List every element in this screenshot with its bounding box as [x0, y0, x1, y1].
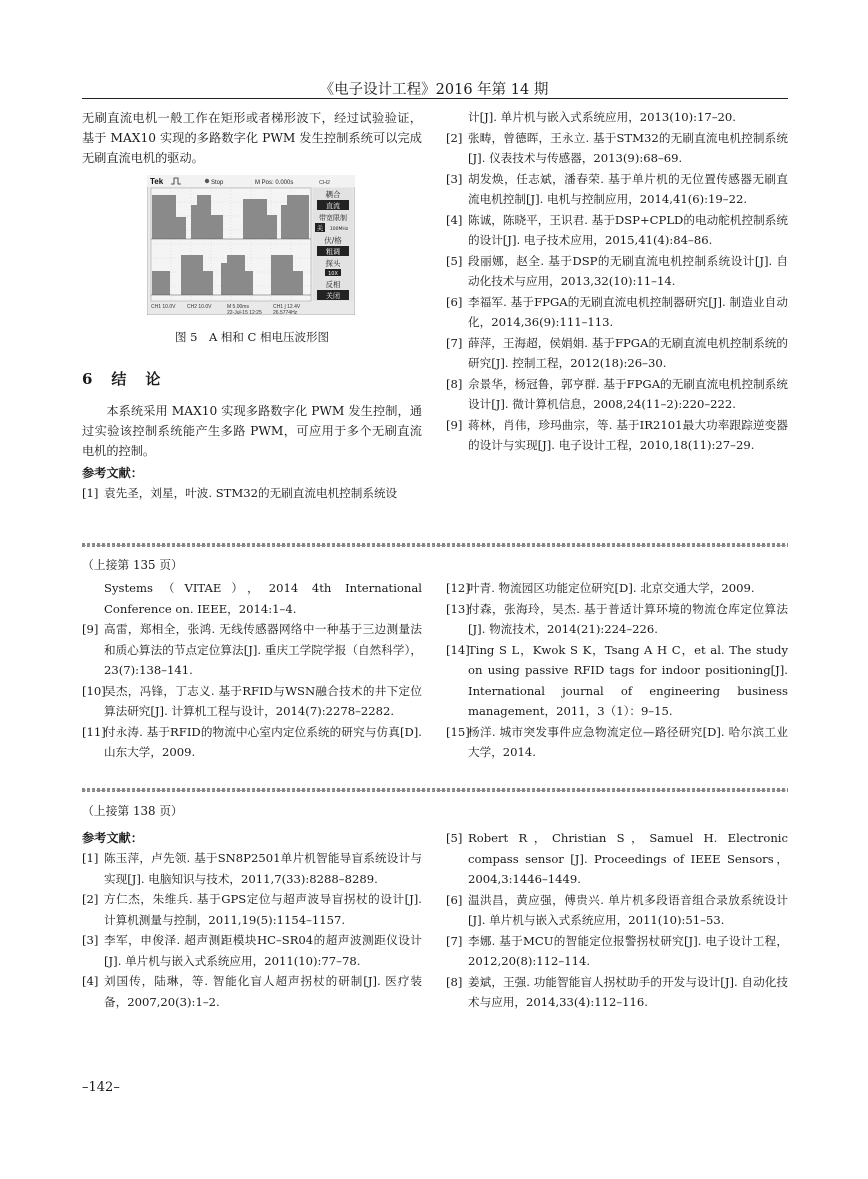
menu-bandwidth-label: 带宽限制: [319, 214, 347, 222]
conclusion-block: [82, 368, 422, 504]
section-separator: [82, 543, 788, 547]
reference-item: [11] 付永涛. 基于RFID的物流中心室内定位系统的研究与仿真[D]. 山东大学，2009.: [82, 724, 422, 759]
oscilloscope-screen: [147, 175, 355, 315]
reference-item: [12] 叶青. 物流园区功能定位研究[D]. 北京交通大学，2009.: [446, 581, 755, 595]
menu-bandwidth-value: 关: [316, 224, 324, 232]
scope-ch1-scale: CH1 10.0V: [151, 304, 176, 310]
scope-frequency: 26.5774Hz: [273, 310, 298, 315]
reference-item: Systems（VITAE），2014 4th International Conference on. IEEE，2014:1–4.: [104, 581, 422, 616]
menu-coupling-value: 直流: [326, 202, 340, 210]
section2-left-references: [82, 578, 422, 763]
reference-item: [4] 刘国传，陆琳，等. 智能化盲人超声拐杖的研制[J]. 医疗装备，2007,20(3):1–2.: [82, 974, 422, 1009]
section3-right-references: [446, 828, 788, 1013]
scope-channel-label: CH2: [319, 180, 331, 186]
reference-item: [5] 段丽娜，赵全. 基于DSP的无刷直流电机控制系统设计[J]. 自动化技术与应用，2013,32(10):11–14.: [446, 253, 788, 288]
reference-item: [13] 付森，张海玲，吴杰. 基于普适计算环境的物流仓库定位算法[J]. 物流技术，2014(21):224–226.: [446, 601, 788, 636]
figure-caption: 图 5 A 相和 C 相电压波形图: [174, 330, 330, 344]
menu-volts-label: 伏/格: [324, 236, 342, 245]
references-label: 参考文献：: [82, 831, 143, 845]
scope-trigger-level: CH1 ∫ 12.4V: [273, 304, 301, 310]
scope-ch2-scale: CH2 10.0V: [187, 304, 212, 310]
section2-right-references: [446, 578, 788, 763]
reference-item: [7] 薛萍，王海超，侯娟娟. 基于FPGA的无刷直流电机控制系统的研究[J]. 控制工程，2012(18):26–30.: [446, 335, 788, 370]
reference-item: [3] 李军，申俊泽. 超声测距模块HC–SR04的超声波测距仪设计[J]. 单片机与嵌入式系统应用，2011(10):77–78.: [82, 933, 422, 968]
page-number: –142–: [82, 1080, 120, 1095]
intro-paragraph: 无刷直流电机一般工作在矩形或者梯形波下，经过试验验证，基于 MAX10 实现的多路数字化 PWM 发生控制系统可以完成无刷直流电机的驱动。: [82, 111, 422, 165]
reference-item: [2] 张畴，曾德晖，王永立. 基于STM32的无刷直流电机控制系统[J]. 仪表技术与传感器，2013(9):68–69.: [446, 130, 788, 165]
reference-item: [9] 高雷，郑相全，张鸿. 无线传感器网络中一种基于三边测量法和质心算法的节点定位算法[J]. 重庆工学院学报（自然科学），23(7):138–141.: [82, 622, 422, 677]
reference-item: [8] 姜斌，王强. 功能智能盲人拐杖助手的开发与设计[J]. 自动化技术与应用，2014,33(4):112–116.: [446, 974, 788, 1009]
conclusion-heading: 6 结 论: [82, 370, 163, 388]
scope-mpos: M Pos: 0.000s: [255, 180, 294, 186]
menu-invert-label: 反相: [325, 280, 341, 289]
scope-timebase: M 5.00ms: [227, 304, 249, 310]
reference-item: [10] 吴杰，冯锋，丁志义. 基于RFID与WSN融合技术的井下定位算法研究[J]. 计算机工程与设计，2014(7):2278–2282.: [82, 683, 422, 718]
reference-item: [5] Robert R，Christian S，Samuel H. Electronic compass sensor [J]. Proceedings of IEEE Sensors，2004,3:1446–1449.: [446, 831, 788, 886]
continued-note: （上接第 135 页）: [82, 558, 183, 572]
section1-left-references: [82, 483, 422, 504]
section3-left-references: [82, 828, 422, 1012]
menu-probe-label: 探头: [325, 259, 341, 268]
reference-item: [7] 李娜. 基于MCU的智能定位报警拐杖研究[J]. 电子设计工程，2012,20(8):112–114.: [446, 933, 788, 968]
menu-invert-value: 关闭: [326, 292, 340, 300]
references-label: 参考文献：: [82, 466, 143, 480]
reference-item: [1] 陈玉萍，卢先领. 基于SN8P2501单片机智能导盲系统设计与实现[J]. 电脑知识与技术，2011,7(33):8288–8289.: [82, 851, 422, 886]
scope-status: Stop: [211, 180, 224, 186]
reference-item: [1] 袁先圣，刘星，叶波. STM32的无刷直流电机控制系统设: [82, 486, 398, 500]
reference-item: [6] 温洪昌，黄应强，傅贵兴. 单片机多段语音组合录放系统设计[J]. 单片机与嵌入式系统应用，2011(10):51–53.: [446, 892, 788, 927]
scope-brand: Tek: [150, 177, 164, 186]
menu-coupling-label: 耦合: [325, 190, 341, 199]
stop-indicator-icon: [205, 179, 209, 183]
reference-item: [14] Ting S L，Kwok S K，Tsang A H C，et al. The study on using passive RFID tags for indoor positioning[J]. International journal of engineering business management，2011，3（1）：9–15.: [446, 642, 788, 718]
reference-item: [3] 胡发焕，任志斌，潘春荣. 基于单片机的无位置传感器无刷直流电机控制[J]. 电机与控制应用，2014,41(6):19–22.: [446, 171, 788, 206]
section-separator: [82, 788, 788, 792]
oscilloscope-figure: [147, 175, 355, 315]
reference-item: 计[J]. 单片机与嵌入式系统应用，2013(10):17–20.: [468, 110, 736, 124]
reference-item: [9] 蒋林，肖伟，珍玛曲宗，等. 基于IR2101最大功率跟踪逆变器的设计与实现[J]. 电子设计工程，2010,18(11):27–29.: [446, 417, 788, 452]
conclusion-paragraph: 本系统采用 MAX10 实现多路数字化 PWM 发生控制，通过实验该控制系统能产生多路 PWM，可应用于多个无刷直流电机的控制。: [82, 404, 422, 458]
menu-bandwidth-freq: 100MHz: [329, 227, 349, 232]
scope-date: 22-Jul-15 12:25: [227, 310, 262, 315]
reference-item: [4] 陈诚，陈晓平，王识君. 基于DSP+CPLD的电动舵机控制系统的设计[J]. 电子技术应用，2015,41(4):84–86.: [446, 212, 788, 247]
menu-probe-value: 10X: [328, 271, 338, 277]
menu-volts-value: 粗调: [326, 248, 340, 256]
section1-left-column: [82, 108, 422, 168]
continued-note: （上接第 138 页）: [82, 804, 183, 818]
section1-right-references: [446, 107, 788, 456]
reference-item: [2] 方仁杰，朱维兵. 基于GPS定位与超声波导盲拐杖的设计[J]. 计算机测量与控制，2011,19(5):1154–1157.: [82, 892, 422, 927]
reference-item: [15] 杨洋. 城市突发事件应急物流定位—路径研究[D]. 哈尔滨工业大学，2014.: [446, 724, 788, 759]
reference-item: [6] 李福军. 基于FPGA的无刷直流电机控制器研究[J]. 制造业自动化，2014,36(9):111–113.: [446, 294, 788, 329]
journal-header: 《电子设计工程》2016 年第 14 期: [319, 82, 549, 98]
reference-item: [8] 佘景华，杨冠鲁，郭亨群. 基于FPGA的无刷直流电机控制系统设计[J]. 微计算机信息，2008,24(11–2):220–222.: [446, 376, 788, 411]
header-rule: [82, 98, 788, 99]
